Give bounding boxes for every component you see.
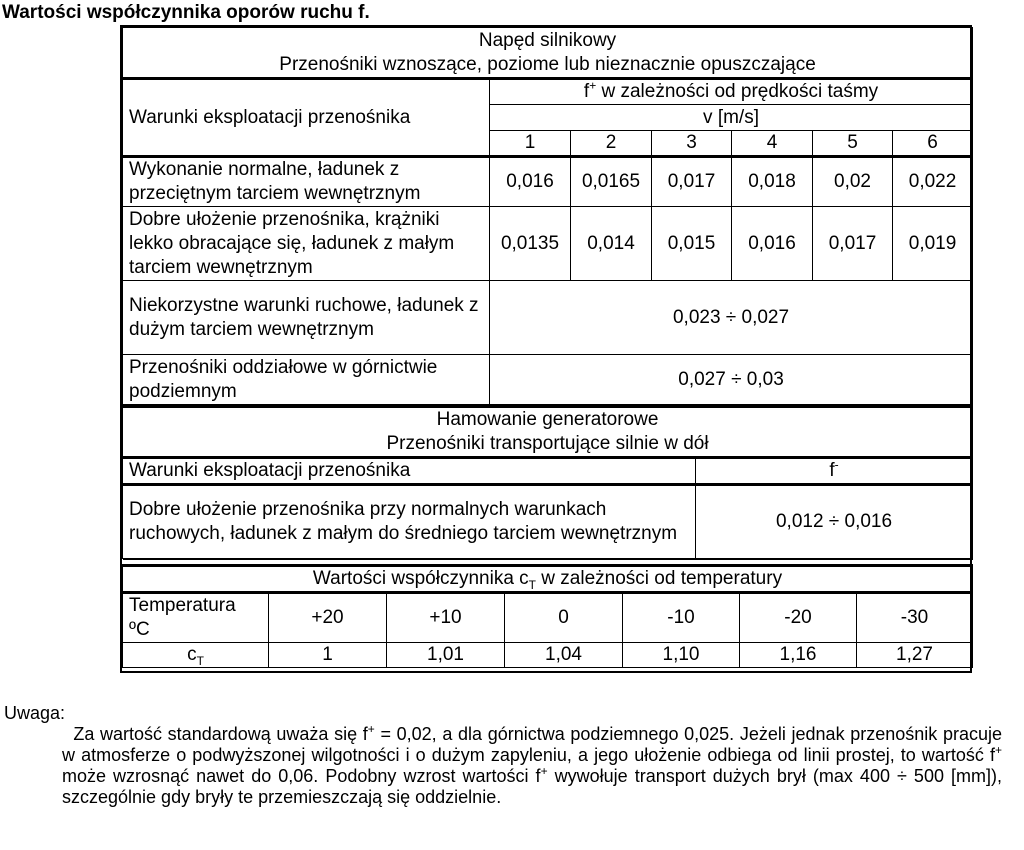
f-header-text: w zależności od prędkości taśmy	[596, 81, 879, 102]
speed-header: 6	[893, 131, 973, 157]
f-minus-header	[696, 458, 973, 485]
f-range-value: 0,023 ÷ 0,027	[490, 281, 973, 355]
speed-header: 2	[571, 131, 652, 157]
f-minus-sup: -	[834, 457, 839, 472]
f-value: 0,019	[893, 207, 973, 281]
temperature-label-line2: ºC	[129, 619, 150, 640]
temperature-header-rest: w zależności od temperatury	[536, 568, 783, 589]
note-part: Za wartość standardową uważa się f	[73, 724, 368, 744]
motor-header-line1: Napęd silnikowy	[478, 29, 617, 51]
temperature-label	[123, 593, 269, 643]
f-value: 0,015	[652, 207, 732, 281]
generator-header-line2: Przenośniki transportujące silnie w dół	[386, 433, 709, 454]
f-value: 0,014	[571, 207, 652, 281]
note-text	[62, 724, 1002, 808]
motor-drive-table	[122, 27, 973, 405]
condition-label: Dobre ułożenie przenośnika, krążniki lekko obracające się, ładunek z małym tarciem wewnętrznym	[123, 207, 490, 281]
ct-label-sub: T	[196, 653, 204, 668]
temperature-value: -20	[740, 593, 857, 643]
ct-symbol: c	[187, 644, 197, 665]
motor-conditions-label: Warunki eksploatacji przenośnika	[123, 79, 490, 157]
note-part: może wzrosnąć nawet do 0,06. Podobny wzrost wartości f	[62, 766, 541, 786]
generator-header-line1: Hamowanie generatorowe	[436, 409, 659, 430]
ct-label	[123, 643, 269, 668]
v-header: v [m/s]	[490, 105, 973, 131]
f-value: 0,02	[813, 157, 893, 207]
f-symbol: f	[829, 460, 835, 481]
speed-header: 4	[732, 131, 813, 157]
temperature-table	[122, 559, 973, 668]
condition-label: Niekorzystne warunki ruchowe, ładunek z dużym tarciem wewnętrznym	[123, 281, 490, 355]
f-range-value: 0,027 ÷ 0,03	[490, 355, 973, 405]
generator-braking-table	[122, 405, 973, 559]
note-part: = 0,02, a dla górnictwa podziemnego 0,025. Jeżeli jednak przenośnik pracuje w atmosferze o podwyższonej wilgotności i o dużym zapyleniu, a jego ułożenie odbiega od linii prostej, to wartość f	[62, 724, 1002, 765]
f-value: 0,016	[490, 157, 571, 207]
ct-value: 1,10	[623, 643, 740, 668]
page-title: Wartości współczynnika oporów ruchu f.	[2, 2, 370, 23]
f-value: 0,017	[813, 207, 893, 281]
temperature-header	[123, 566, 973, 593]
f-value: 0,022	[893, 157, 973, 207]
f-symbol: f	[583, 81, 590, 102]
generator-header	[123, 407, 973, 458]
ct-value: 1	[269, 643, 387, 668]
note-sup: +	[367, 722, 375, 736]
speed-header: 5	[813, 131, 893, 157]
note-sup: +	[540, 764, 548, 778]
f-plus-header	[490, 79, 973, 105]
generator-conditions-label: Warunki eksploatacji przenośnika	[123, 458, 696, 485]
motor-header	[123, 28, 973, 79]
temperature-header-text: Wartości współczynnika c	[312, 568, 529, 589]
ct-value: 1,01	[387, 643, 505, 668]
speed-header: 1	[490, 131, 571, 157]
coefficient-table-frame	[120, 25, 972, 673]
ct-value: 1,04	[505, 643, 623, 668]
f-plus-sup: +	[589, 78, 597, 93]
temperature-value: +20	[269, 593, 387, 643]
condition-label: Dobre ułożenie przenośnika przy normalnych warunkach ruchowych, ładunek z małym do średniego tarciem wewnętrznym	[123, 485, 696, 559]
f-value: 0,018	[732, 157, 813, 207]
temperature-value: +10	[387, 593, 505, 643]
f-value: 0,016	[732, 207, 813, 281]
ct-sub: T	[528, 577, 537, 592]
note-sup: +	[994, 743, 1002, 757]
motor-header-line2: Przenośniki wznoszące, poziome lub nieznacznie opuszczające	[279, 53, 816, 75]
f-value: 0,017	[652, 157, 732, 207]
speed-header: 3	[652, 131, 732, 157]
note-part: wywołuje transport dużych brył (max 400 ÷ 500 [mm]), szczególnie gdy bryły te przemieszczają się oddzielnie.	[62, 766, 1002, 807]
note-label: Uwaga:	[4, 703, 66, 723]
condition-label: Wykonanie normalne, ładunek z przeciętnym tarciem wewnętrznym	[123, 157, 490, 207]
ct-value: 1,27	[857, 643, 973, 668]
temperature-value: -10	[623, 593, 740, 643]
f-value: 0,0135	[490, 207, 571, 281]
f-range-value: 0,012 ÷ 0,016	[696, 485, 973, 559]
f-value: 0,0165	[571, 157, 652, 207]
condition-label: Przenośniki oddziałowe w górnictwie podziemnym	[123, 355, 490, 405]
temperature-label-line1: Temperatura	[129, 595, 236, 616]
ct-value: 1,16	[740, 643, 857, 668]
temperature-value: -30	[857, 593, 973, 643]
temperature-value: 0	[505, 593, 623, 643]
